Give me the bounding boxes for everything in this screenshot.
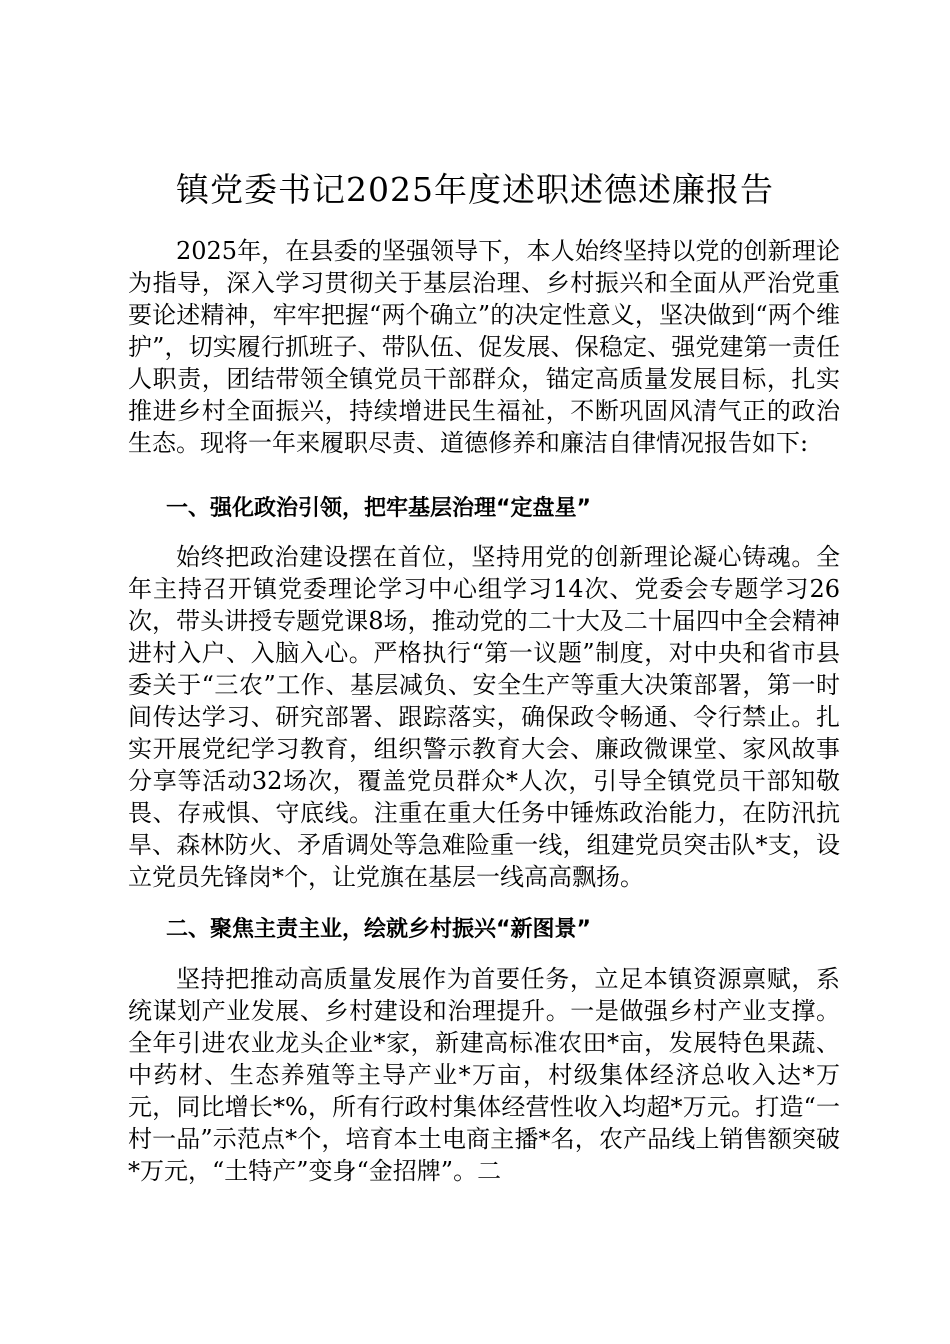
section-2-paragraph: 坚持把推动高质量发展作为首要任务，立足本镇资源禀赋，系统谋划产业发展、乡村建设和治理提升。一是做强乡村产业支撑。全年引进农业龙头企业*家，新建高标准农田*亩，发展特色果蔬、中药材、生态养殖等主导产业*万亩，村级集体经济总收入达*万元，同比增长*%，所有行政村集体经营性收入均超*万元。打造“一村一品”示范点*个，培育本土电商主播*名，农产品线上销售额突破*万元，“土特产”变身“金招牌”。二: [128, 965, 840, 1185]
section-heading-1: 一、强化政治引领，把牢基层治理“定盘星”: [166, 496, 591, 521]
section-heading-2: 二、聚焦主责主业，绘就乡村振兴“新图景”: [166, 917, 591, 942]
document-title: 镇党委书记2025年度述职述德述廉报告: [176, 170, 774, 209]
section-1-paragraph: 始终把政治建设摆在首位，坚持用党的创新理论凝心铸魂。全年主持召开镇党委理论学习中心组学习14次、党委会专题学习26次，带头讲授专题党课8场，推动党的二十大及二十届四中全会精神进村入户、入脑入心。严格执行“第一议题”制度，对中央和省市县委关于“三农”工作、基层减负、安全生产等重大决策部署，第一时间传达学习、研究部署、跟踪落实，确保政令畅通、令行禁止。扎实开展党纪学习教育，组织警示教育大会、廉政微课堂、家风故事分享等活动32场次，覆盖党员群众*人次，引导全镇党员干部知敬畏、存戒惧、守底线。注重在重大任务中锤炼政治能力，在防汛抗旱、森林防火、矛盾调处等急难险重一线，组建党员突击队*支，设立党员先锋岗*个，让党旗在基层一线高高飘扬。: [128, 543, 840, 891]
intro-paragraph: 2025年，在县委的坚强领导下，本人始终坚持以党的创新理论为指导，深入学习贯彻关于基层治理、乡村振兴和全面从严治党重要论述精神，牢牢把握“两个确立”的决定性意义，坚决做到“两个维护”，切实履行抓班子、带队伍、促发展、保稳定、强党建第一责任人职责，团结带领全镇党员干部群众，锚定高质量发展目标，扎实推进乡村全面振兴，持续增进民生福祉，不断巩固风清气正的政治生态。现将一年来履职尽责、道德修养和廉洁自律情况报告如下:: [128, 237, 840, 457]
